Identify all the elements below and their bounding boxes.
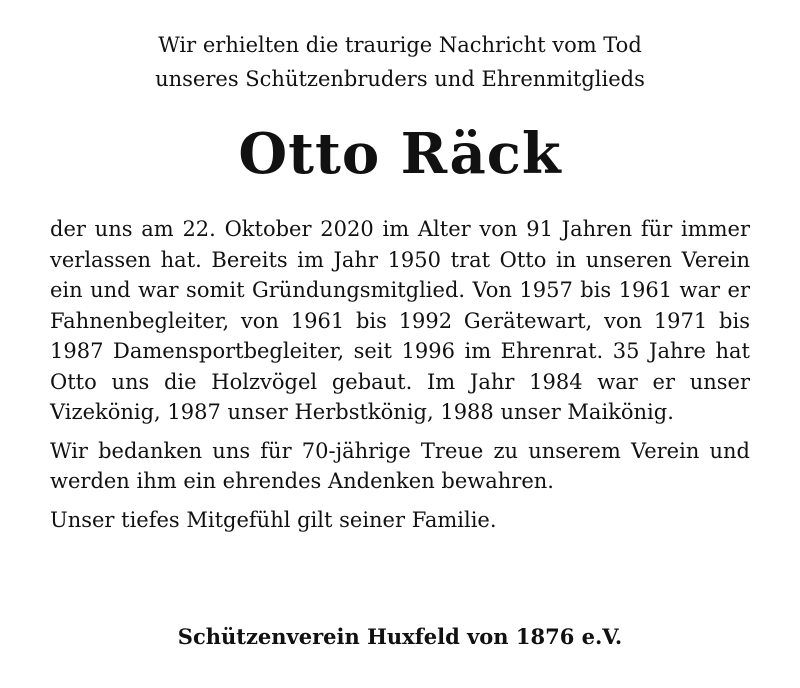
intro-line-2: unseres Schützenbruders und Ehrenmitglieds bbox=[155, 67, 645, 91]
intro-line-1: Wir erhielten die traurige Nachricht vom Tod bbox=[158, 33, 642, 57]
condolence-paragraph: Unser tiefes Mitgefühl gilt seiner Familie. bbox=[50, 507, 497, 532]
biography-paragraph: der uns am 22. Oktober 2020 im Alter von 91 Jahren für immer verlassen hat. Bereits im Jahr 1950 trat Otto in unseren Verein ein und war somit Gründungsmitglied. Von 1957 bis 1961 war er Fahnenbegleiter, von 1961 bis 1992 Gerätewart, von 1971 bis 1987 Damensportbegleiter, seit 1996 im Ehrenrat. 35 Jahre hat Otto uns die Holzvögel gebaut. Im Jahr 1984 war er unser Vizekönig, 1987 unser Herbstkönig, 1988 unser Maikönig. bbox=[50, 217, 750, 424]
intro-text bbox=[50, 28, 750, 96]
thanks-paragraph: Wir bedanken uns für 70-jährige Treue zu unserem Verein und werden ihm ein ehrendes Andenken bewahren. bbox=[50, 438, 750, 493]
club-signature: Schützenverein Huxfeld von 1876 e.V. bbox=[177, 624, 623, 649]
deceased-name: Otto Räck bbox=[238, 121, 562, 187]
